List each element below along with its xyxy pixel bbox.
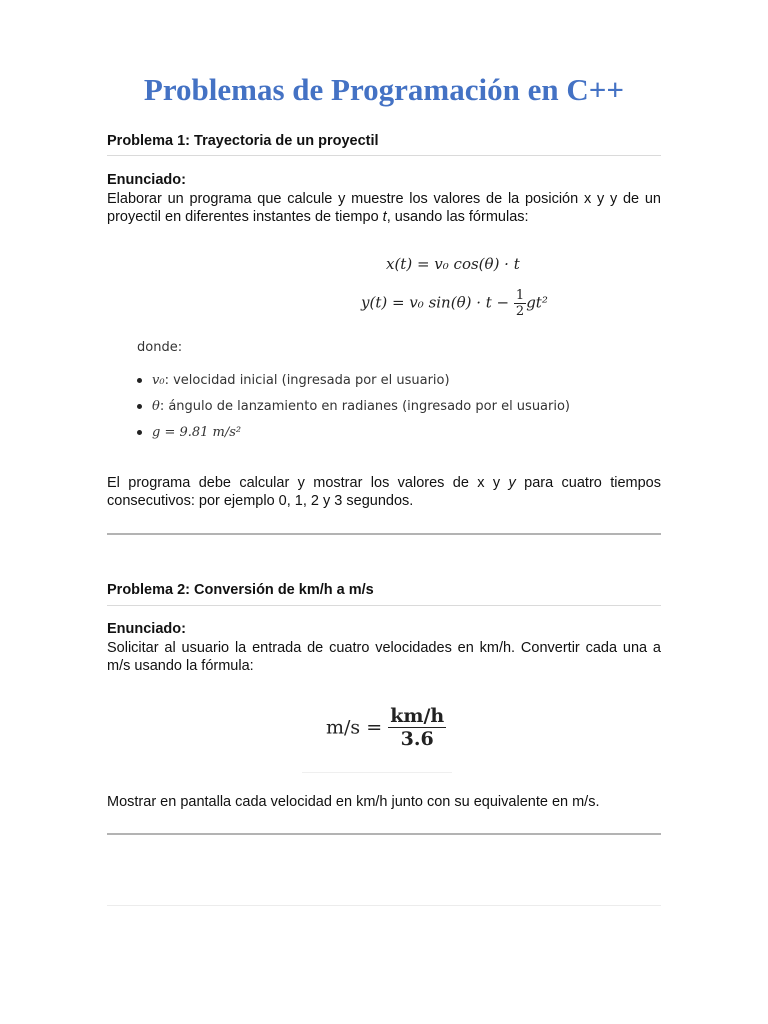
problem1-statement-line2: proyectil en diferentes instantes de tiempo t, usando las fórmulas: <box>107 209 529 225</box>
problem1-statement <box>107 190 661 226</box>
problem2-closing: Mostrar en pantalla cada velocidad en km/h junto con su equivalente en m/s. <box>107 794 600 810</box>
bullet-dot <box>137 378 142 383</box>
problem2-statement-line2: m/s usando la fórmula: <box>107 658 254 674</box>
bullet-g: g = 9.81 m/s² <box>137 425 241 440</box>
problem2-heading-rule <box>107 605 661 606</box>
section-divider-2 <box>107 833 661 835</box>
formula-underline <box>302 772 452 773</box>
problem1-heading-rule <box>107 155 661 156</box>
problem1-statement-label: Enunciado: <box>107 172 186 188</box>
page-bottom-rule <box>107 905 661 906</box>
problem1-closing <box>107 474 661 510</box>
bullet-v0: v₀: velocidad inicial (ingresada por el usuario) <box>137 373 450 388</box>
bullet-dot <box>137 404 142 409</box>
formula-x: x(t) = v₀ cos(θ) · t <box>386 255 520 273</box>
problem1-statement-line1: Elaborar un programa que calcule y muestre los valores de la posición x y y de un <box>107 191 661 207</box>
bullet-dot <box>137 430 142 435</box>
section-divider <box>107 533 661 535</box>
problem1-heading: Problema 1: Trayectoria de un proyectil <box>107 133 379 149</box>
problem2-heading: Problema 2: Conversión de km/h a m/s <box>107 582 374 598</box>
problem1-closing-line2: consecutivos: por ejemplo 0, 1, 2 y 3 segundos. <box>107 493 414 509</box>
page-title: Problemas de Programación en C++ <box>143 72 625 107</box>
formula-conversion: m/s = $\frac{km/h}{3.6}$ <box>326 705 445 750</box>
problem2-statement <box>107 639 661 675</box>
problem2-statement-line1: Solicitar al usuario la entrada de cuatro velocidades en km/h. Convertir cada una a <box>107 640 661 656</box>
problem1-closing-line1: El programa debe calcular y mostrar los valores de x y y para cuatro tiempos <box>107 475 661 491</box>
formula-y: y(t) = v₀ sin(θ) · t − $\frac{1}{2}$ gt² <box>361 288 548 319</box>
problem2-statement-label: Enunciado: <box>107 621 186 637</box>
where-label: donde: <box>137 340 183 355</box>
bullet-theta: θ: ángulo de lanzamiento en radianes (ingresado por el usuario) <box>137 399 570 414</box>
